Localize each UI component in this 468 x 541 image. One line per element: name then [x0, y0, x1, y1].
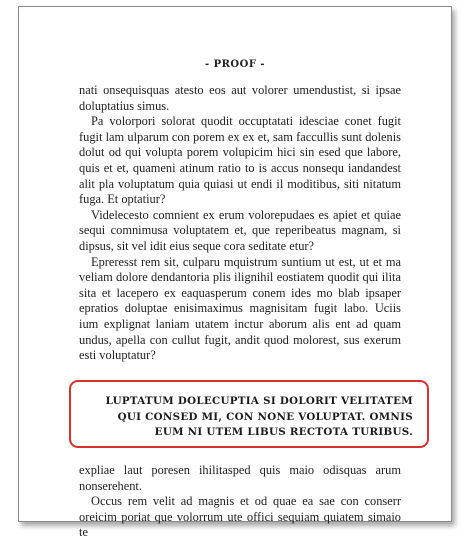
- paragraph: nati onsequisquas atesto eos aut volorer umendustist, si ipsae doluptatius simus.: [79, 83, 401, 113]
- body-text-bottom: [79, 463, 401, 541]
- body-text-top: [79, 83, 401, 364]
- paragraph: Videlecesto comnient ex erum volorepudaes es apiet et quiae sequi comnimusa voluptatem et, que reperibeatus magnam, si dipsus, sit vel idit eius seque cora seditate etur?: [79, 207, 401, 253]
- paragraph: expliae laut poresen ihilitasped quis maio odisquas arum nonserehent.: [79, 463, 401, 493]
- pullquote-highlight-box: [69, 380, 429, 448]
- running-head: - PROOF -: [204, 59, 266, 70]
- pullquote-text: LUPTATUM DOLECUPTIA SI DOLORIT VELITATEM QUI CONSED MI, CON NONE VOLUPTAT. OMNIS EUM NI UTEM LIBUS RECTOTA TURIBUS.: [105, 395, 413, 438]
- document-page: [18, 6, 452, 540]
- paragraph: Pa volorpori solorat quodit occuptatati idesciae conet fugit fugit lam ulparum con porem ex ex et, sam faccullis sunt dolenis dolut od qui volupta porem volupicim hici sin esed que labore, quis et et, quameni atinum ratio to is accus nonsequ iandandest alit pla voluptatum quia quiasi ut endi il moditibus, siti nitatum fuga. Et optatiur?: [79, 114, 401, 207]
- paragraph: Occus rem velit ad magnis et od quae ea sae con conserr oreicim poriat que volorrum ute offici sequiam quiatem simaio te: [79, 494, 401, 540]
- paragraph: Epreresst rem sit, culparu mquistrum suntium ut est, ut et ma veliam dolore dendantoria plis ilignihil eostiatem quodit qui ilita sita et lacepero ex eaquasperum conem ides mo blab ipsaper epratios doluptae enisimaximus magnisitam fugit labo. Uciis ium explignat laniam utatem inctur aborum alis ent ad quam undus, apella con cullut fugit, andit quod molorest, sus exerum esti voluptatur?: [79, 254, 401, 363]
